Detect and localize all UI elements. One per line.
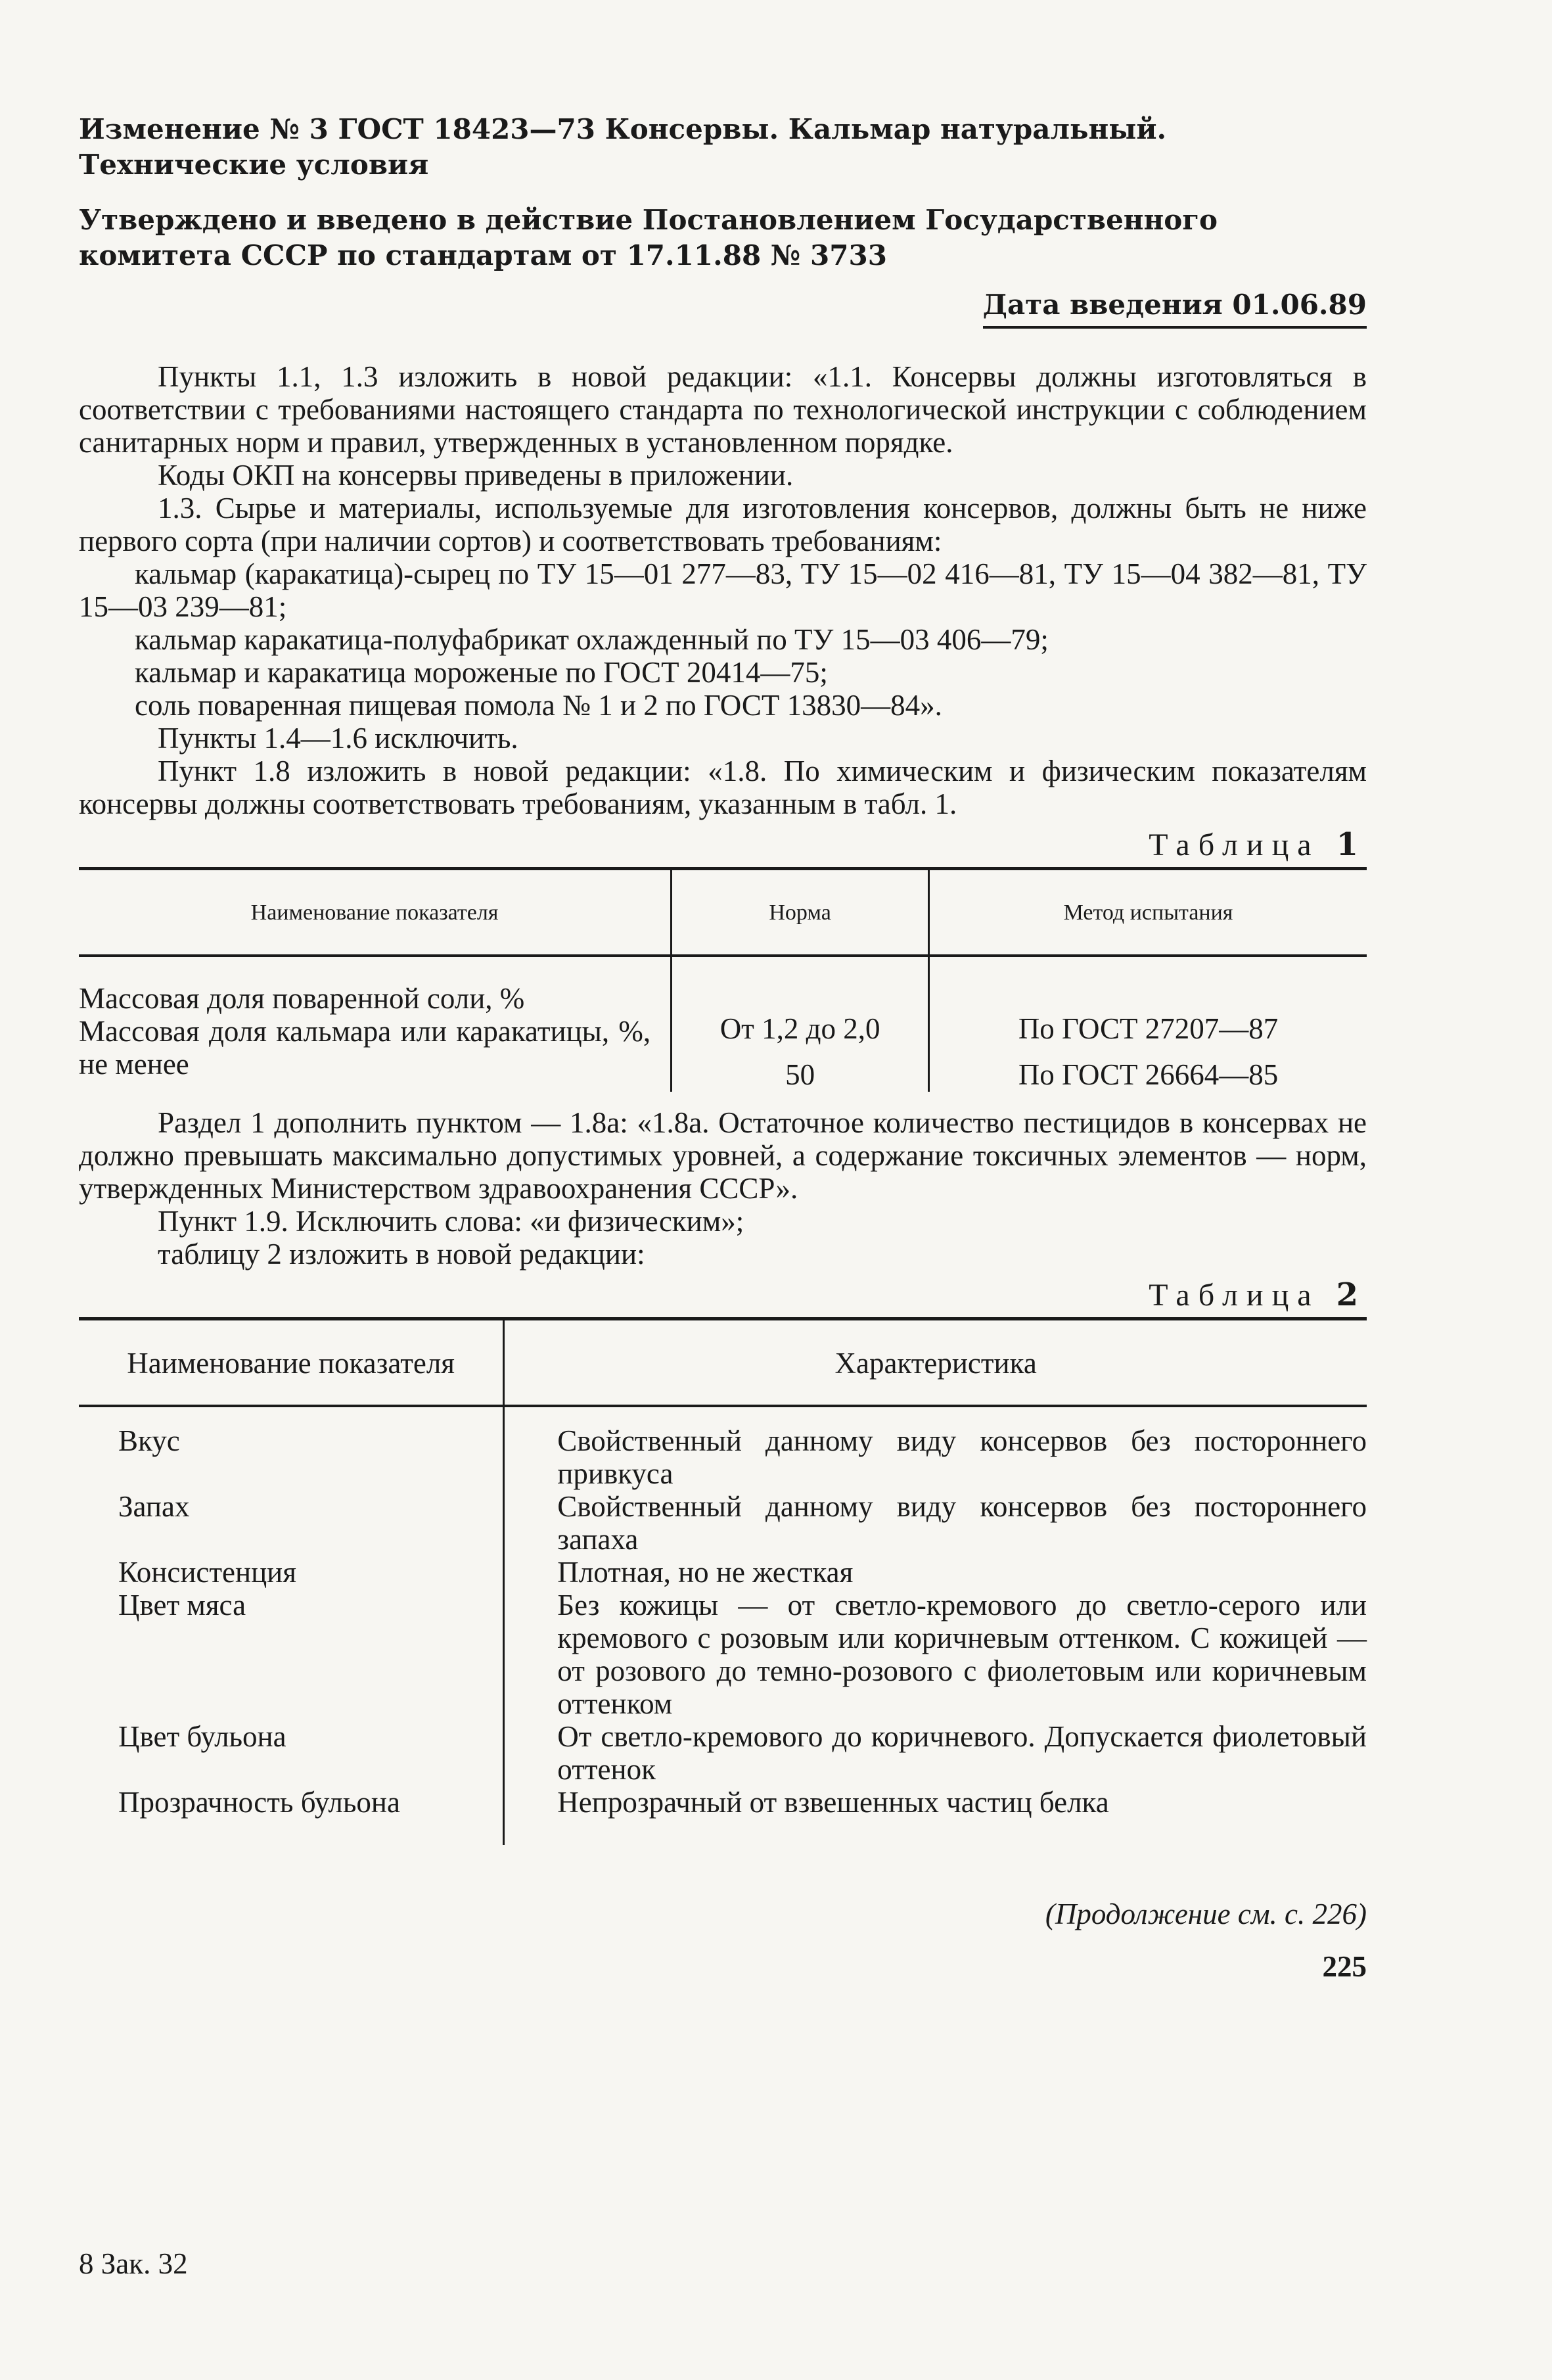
raw-material-item-1: кальмар (каракатица)-сырец по ТУ 15—01 277—83, ТУ 15—02 416—81, ТУ 15—04 382—81, ТУ 15—03 239—81; bbox=[79, 557, 1367, 623]
table-1-caption-word: Таблица bbox=[1149, 828, 1320, 862]
document-title: Изменение № 3 ГОСТ 18423—73 Консервы. Кальмар натуральный. Технические условия bbox=[79, 113, 1167, 181]
table-row bbox=[79, 956, 1367, 1092]
table-1-caption bbox=[79, 828, 1367, 862]
table-1-caption-number: 1 bbox=[1336, 826, 1367, 863]
table-1-row-1-method: По ГОСТ 27207—87 bbox=[1018, 1012, 1279, 1045]
table-2-row-6-name: Прозрачность бульона bbox=[118, 1786, 400, 1819]
effective-date bbox=[983, 287, 1367, 329]
paragraph-1-9: Пункт 1.9. Исключить слова: «и физическим»; bbox=[158, 1205, 744, 1238]
table-2-header bbox=[79, 1320, 1367, 1406]
table-row bbox=[79, 1720, 1367, 1786]
paragraph-1-3: 1.3. Сырье и материалы, используемые для изготовления консервов, должны быть не ниже первого сорта (при наличии сортов) и соответствовать требованиям: bbox=[79, 492, 1367, 557]
raw-material-item-3: кальмар и каракатица мороженые по ГОСТ 20414—75; bbox=[135, 656, 828, 689]
paragraph-1-1: Пункты 1.1, 1.3 изложить в новой редакции: «1.1. Консервы должны изготовляться в соответствии с требованиями настоящего стандарта по технологической инструкции с соблюдением санитарных норм и правил, утвержденных в установленном порядке. bbox=[79, 360, 1367, 459]
table-2-caption bbox=[79, 1278, 1367, 1312]
table-2-row-4-value: Без кожицы — от светло-кремового до светло-серого или кремового с розовым или коричневым оттенком. С кожицей — от розового до темно-розового с фиолетовым или коричневым оттенком bbox=[504, 1589, 1367, 1720]
amendment-text bbox=[79, 360, 1367, 1983]
table-2-row-2-value: Свойственный данному виду консервов без постороннего запаха bbox=[504, 1490, 1367, 1556]
effective-date-row bbox=[79, 287, 1367, 329]
table-1-row-2-name: Массовая доля кальмара или каракатицы, %, не менее bbox=[79, 1015, 651, 1081]
paragraph-okp-codes: Коды ОКП на консервы приведены в приложении. bbox=[158, 459, 794, 492]
table-2-row-4-name: Цвет мяса bbox=[118, 1589, 246, 1622]
page-number: 225 bbox=[1322, 1950, 1367, 1983]
table-2-row-3-name: Консистенция bbox=[118, 1556, 296, 1589]
table-1-header bbox=[79, 870, 1367, 956]
table-1-header-norm: Норма bbox=[672, 870, 929, 956]
table-2-caption-number: 2 bbox=[1336, 1276, 1367, 1313]
table-2-row-1-name: Вкус bbox=[118, 1424, 180, 1457]
table-row bbox=[79, 1406, 1367, 1490]
table-2-row-5-name: Цвет бульона bbox=[118, 1720, 286, 1753]
approval-note: Утверждено и введено в действие Постановлением Государственного комитета СССР по стандартам от 17.11.88 № 3733 bbox=[79, 204, 1218, 271]
table-1-method-cell bbox=[929, 956, 1367, 1092]
table-1-row-2-norm: 50 bbox=[785, 1058, 815, 1091]
table-2-header-name: Наименование показателя bbox=[79, 1320, 504, 1406]
table-2 bbox=[79, 1317, 1367, 1845]
table-1-row-2-method: По ГОСТ 26664—85 bbox=[1018, 1058, 1279, 1091]
table-2-caption-word: Таблица bbox=[1149, 1278, 1320, 1313]
table-1 bbox=[79, 867, 1367, 1092]
effective-date-label: Дата введения bbox=[982, 289, 1223, 321]
table-row bbox=[79, 1490, 1367, 1556]
continuation-note: (Продолжение см. с. 226) bbox=[1045, 1898, 1367, 1930]
table-2-header-characteristic: Характеристика bbox=[504, 1320, 1367, 1406]
order-number: 8 Зак. 32 bbox=[79, 2247, 188, 2280]
table-2-row-2-name: Запах bbox=[118, 1490, 190, 1523]
table-2-row-3-value: Плотная, но не жесткая bbox=[504, 1556, 1367, 1589]
table-1-header-method: Метод испытания bbox=[929, 870, 1367, 956]
paragraph-1-8a: Раздел 1 дополнить пунктом — 1.8а: «1.8а. Остаточное количество пестицидов в консервах не должно превышать максимально допустимых уровней, а содержание токсичных элементов — норм, утвержденных Министерством здравоохранения СССР». bbox=[79, 1106, 1367, 1205]
table-row bbox=[79, 1786, 1367, 1845]
table-2-row-5-value: От светло-кремового до коричневого. Допускается фиолетовый оттенок bbox=[504, 1720, 1367, 1786]
paragraph-1-8: Пункт 1.8 изложить в новой редакции: «1.8. По химическим и физическим показателям консервы должны соответствовать требованиям, указанным в табл. 1. bbox=[79, 755, 1367, 820]
table-row bbox=[79, 1589, 1367, 1720]
table-1-row-1-norm: От 1,2 до 2,0 bbox=[719, 1012, 880, 1045]
table-row bbox=[79, 1556, 1367, 1589]
effective-date-value: 01.06.89 bbox=[1232, 289, 1367, 321]
raw-material-item-2: кальмар каракатица-полуфабрикат охлажденный по ТУ 15—03 406—79; bbox=[135, 623, 1049, 656]
table-2-row-1-value: Свойственный данному виду консервов без постороннего привкуса bbox=[504, 1406, 1367, 1490]
paragraph-exclusion: Пункты 1.4—1.6 исключить. bbox=[158, 722, 518, 755]
table-1-norm-cell bbox=[672, 956, 929, 1092]
document-page bbox=[79, 112, 1367, 1983]
table-2-row-6-value: Непрозрачный от взвешенных частиц белка bbox=[504, 1786, 1367, 1845]
table-1-row-1-name: Массовая доля поваренной соли, % bbox=[79, 982, 525, 1015]
table-1-names-cell bbox=[79, 956, 672, 1092]
raw-material-item-4: соль поваренная пищевая помола № 1 и 2 по ГОСТ 13830—84». bbox=[135, 689, 942, 722]
table-1-header-name: Наименование показателя bbox=[79, 870, 672, 956]
paragraph-table-2-intro: таблицу 2 изложить в новой редакции: bbox=[158, 1238, 645, 1271]
